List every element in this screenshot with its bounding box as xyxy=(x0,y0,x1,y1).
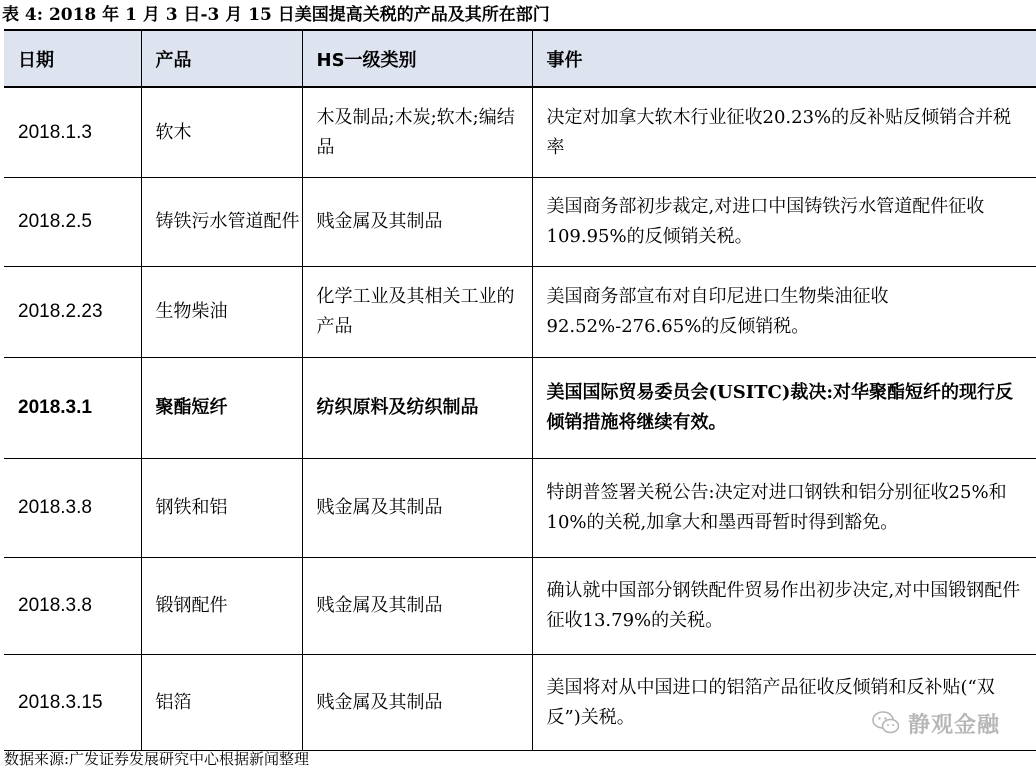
table-row xyxy=(4,459,1036,558)
header-hs-category: HS一级类别 xyxy=(302,30,532,87)
cell-date: 2018.3.8 xyxy=(4,459,141,558)
cell-date: 2018.2.5 xyxy=(4,178,141,267)
cell-hs-category: 贱金属及其制品 xyxy=(302,459,532,558)
cell-date: 2018.3.1 xyxy=(4,358,141,459)
cell-product: 钢铁和铝 xyxy=(141,459,302,558)
header-date: 日期 xyxy=(4,30,141,87)
cell-event: 决定对加拿大软木行业征收20.23%的反补贴反倾销合并税率 xyxy=(532,87,1036,178)
source-note: 数据来源:广发证券发展研究中心根据新闻整理 xyxy=(4,750,310,768)
cell-date: 2018.2.23 xyxy=(4,267,141,358)
cell-event: 确认就中国部分钢铁配件贸易作出初步决定,对中国锻钢配件征收13.79%的关税。 xyxy=(532,558,1036,655)
table-caption: 表 4: 2018 年 1 月 3 日-3 月 15 日美国提高关税的产品及其所在部门 xyxy=(2,5,550,25)
cell-date: 2018.1.3 xyxy=(4,87,141,178)
cell-hs-category: 纺织原料及纺织制品 xyxy=(302,358,532,459)
watermark xyxy=(872,702,1000,744)
cell-product: 聚酯短纤 xyxy=(141,358,302,459)
cell-event: 美国国际贸易委员会(USITC)裁决:对华聚酯短纤的现行反倾销措施将继续有效。 xyxy=(532,358,1036,459)
cell-hs-category: 贱金属及其制品 xyxy=(302,655,532,751)
table-header-row xyxy=(4,30,1036,87)
table-row-highlighted xyxy=(4,358,1036,459)
cell-date: 2018.3.15 xyxy=(4,655,141,751)
cell-product: 锻钢配件 xyxy=(141,558,302,655)
cell-event: 美国商务部初步裁定,对进口中国铸铁污水管道配件征收109.95%的反倾销关税。 xyxy=(532,178,1036,267)
cell-product: 铸铁污水管道配件 xyxy=(141,178,302,267)
table-row xyxy=(4,558,1036,655)
cell-product: 生物柴油 xyxy=(141,267,302,358)
header-product: 产品 xyxy=(141,30,302,87)
cell-hs-category: 贱金属及其制品 xyxy=(302,178,532,267)
cell-event: 美国商务部宣布对自印尼进口生物柴油征收92.52%-276.65%的反倾销税。 xyxy=(532,267,1036,358)
header-event: 事件 xyxy=(532,30,1036,87)
table-row xyxy=(4,178,1036,267)
cell-hs-category: 贱金属及其制品 xyxy=(302,558,532,655)
watermark-text: 静观金融 xyxy=(907,712,1000,738)
cell-event: 特朗普签署关税公告:决定对进口钢铁和铝分别征收25%和10%的关税,加拿大和墨西哥暂时得到豁免。 xyxy=(532,459,1036,558)
table-row xyxy=(4,87,1036,178)
wechat-icon xyxy=(872,710,900,736)
cell-hs-category: 化学工业及其相关工业的产品 xyxy=(302,267,532,358)
cell-event: 美国将对从中国进口的铝箔产品征收反倾销和反补贴(“双反”)关税。 xyxy=(532,655,1036,751)
table-row xyxy=(4,267,1036,358)
cell-product: 铝箔 xyxy=(141,655,302,751)
tariff-table-container xyxy=(4,29,1036,751)
tariff-table xyxy=(4,29,1036,751)
cell-date: 2018.3.8 xyxy=(4,558,141,655)
cell-hs-category: 木及制品;木炭;软木;编结品 xyxy=(302,87,532,178)
cell-product: 软木 xyxy=(141,87,302,178)
